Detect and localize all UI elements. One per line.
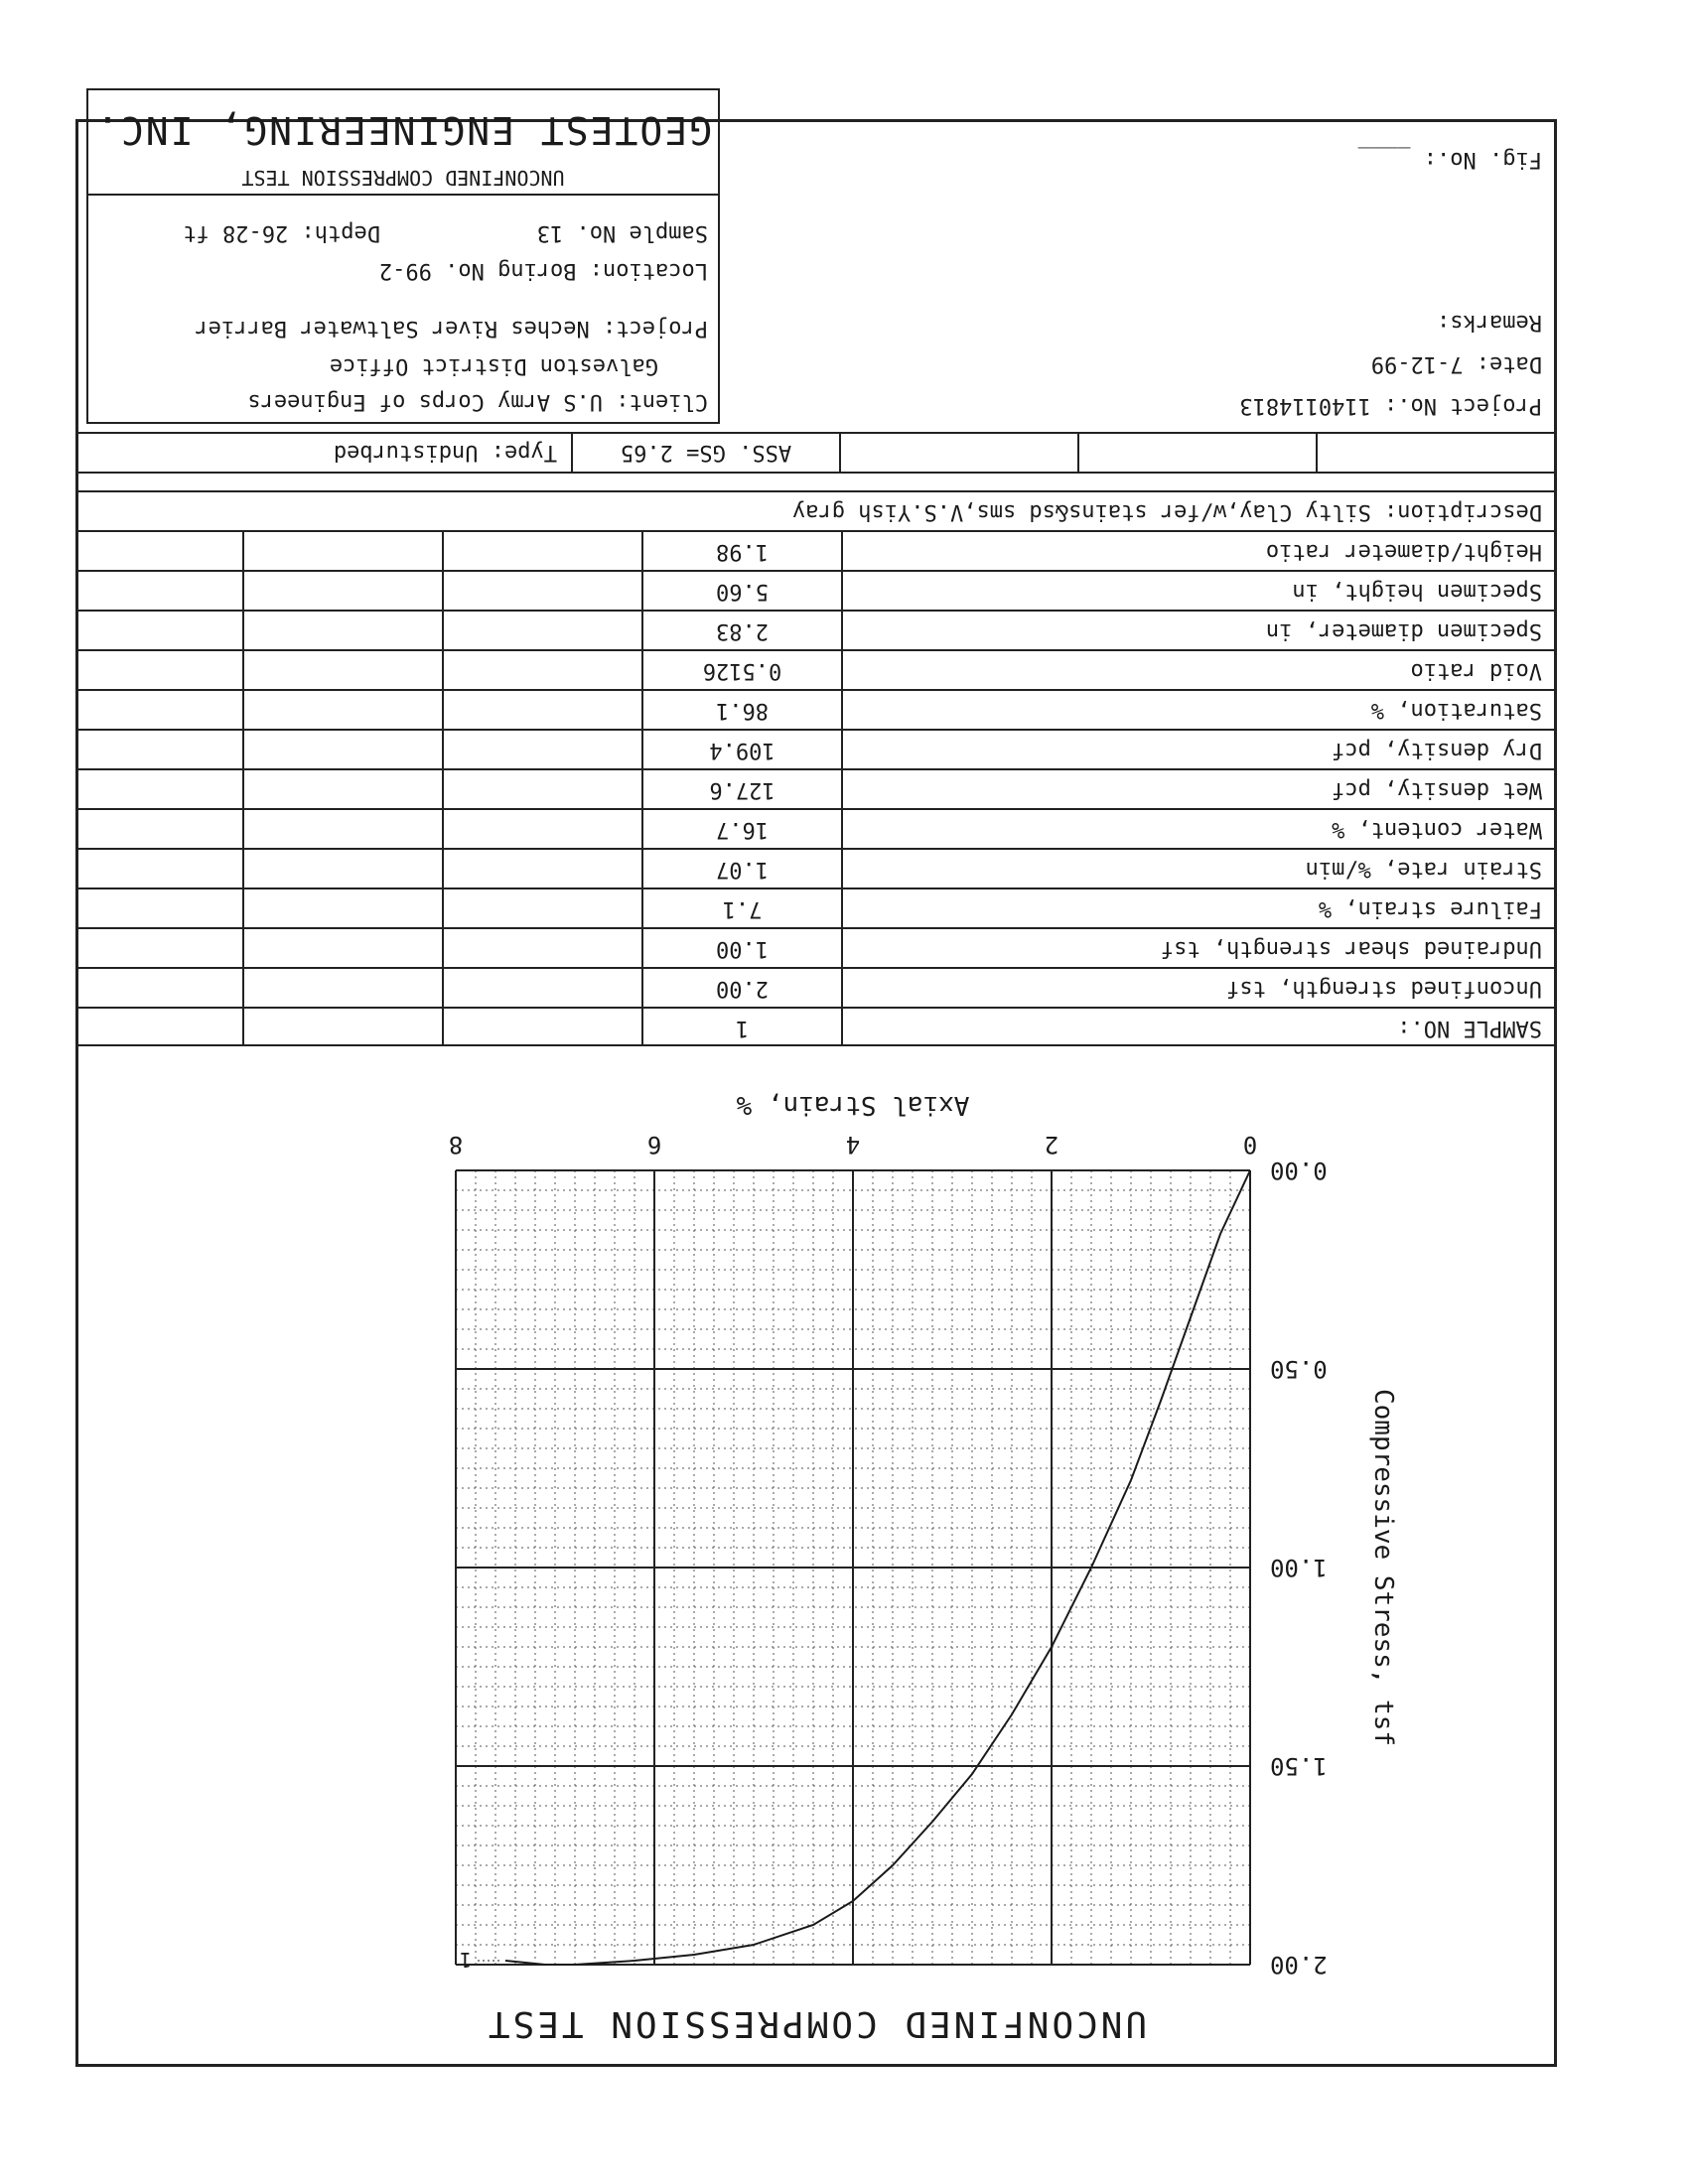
empty-cell	[442, 532, 641, 570]
x-tick-label: 2	[1044, 1131, 1059, 1159]
test-name: UNCONFINED COMPRESSION TEST	[241, 166, 565, 190]
row-label: Unconfined strength, tsf	[841, 969, 1554, 1007]
x-axis-label: Axial Strain, %	[736, 1090, 970, 1120]
empty-cell	[442, 651, 641, 689]
row-label: Strain rate, %/min	[841, 850, 1554, 887]
row-value: 2.00	[641, 969, 841, 1007]
location: Location: Boring No. 99-2	[378, 258, 708, 283]
y-tick-label: 0.50	[1270, 1355, 1328, 1383]
report-frame	[75, 108, 1557, 2067]
empty-cell	[242, 810, 442, 848]
empty-cell	[442, 929, 641, 967]
row-value: 5.60	[641, 572, 841, 610]
stress-strain-chart	[78, 1046, 1554, 2064]
empty-cell	[78, 850, 242, 887]
empty-cell	[78, 770, 242, 808]
table-row	[78, 530, 1554, 570]
project-number: Project No.: 1140114813	[1239, 393, 1542, 418]
empty-cell	[78, 691, 242, 729]
row-value: 1.98	[641, 532, 841, 570]
row-value: 0.5126	[641, 651, 841, 689]
chart-section	[78, 1044, 1554, 2064]
info-block	[78, 108, 1554, 474]
table-row-sample	[78, 1007, 1554, 1046]
empty-cell	[242, 612, 442, 649]
empty-cell	[242, 691, 442, 729]
table-row	[78, 808, 1554, 848]
row-label: Dry density, pcf	[841, 731, 1554, 768]
x-tick-label: 0	[1242, 1131, 1258, 1159]
empty-cell	[442, 770, 641, 808]
empty-cell	[242, 651, 442, 689]
empty-cell	[78, 1009, 242, 1046]
project-name: Project: Neches River Saltwater Barrier	[195, 316, 708, 341]
sample-depth: Depth: 26-28 ft	[183, 220, 380, 245]
row-value: 86.1	[641, 691, 841, 729]
specimen-type: Type: Undisturbed	[333, 440, 557, 465]
table-row	[78, 689, 1554, 729]
row-label: Failure strain, %	[841, 889, 1554, 927]
empty-cell	[242, 770, 442, 808]
table-row	[78, 729, 1554, 768]
y-tick-label: 1.00	[1270, 1554, 1328, 1581]
client-office: Galveston District Office	[329, 353, 658, 378]
empty-cell	[442, 1009, 641, 1046]
empty-cell	[242, 850, 442, 887]
row-value: 109.4	[641, 731, 841, 768]
description-text: Description: Silty Clay,w/fer stains&sd sms,V.S.Yish gray	[792, 499, 1542, 524]
row-value: 16.7	[641, 810, 841, 848]
x-tick-label: 8	[448, 1131, 464, 1159]
table-row	[78, 570, 1554, 610]
report-date: Date: 7-12-99	[1370, 351, 1542, 376]
client-line: Client: U.S Army Corps of Engineers	[247, 389, 708, 414]
empty-cell	[242, 731, 442, 768]
y-tick-label: 0.00	[1270, 1157, 1328, 1184]
empty-cell	[839, 432, 1077, 472]
empty-cell	[78, 612, 242, 649]
empty-cell	[442, 572, 641, 610]
table-row	[78, 848, 1554, 887]
empty-cell	[242, 969, 442, 1007]
remarks-label: Remarks:	[1437, 310, 1542, 335]
row-label: Void ratio	[841, 651, 1554, 689]
figure-number: Fig. No.: ____	[1357, 147, 1542, 172]
empty-cell	[78, 532, 242, 570]
empty-cell	[442, 889, 641, 927]
description-row	[78, 490, 1554, 530]
empty-cell	[442, 731, 641, 768]
row-label: Saturation, %	[841, 691, 1554, 729]
y-tick-label: 1.50	[1270, 1752, 1328, 1780]
empty-cell	[442, 691, 641, 729]
empty-cell	[442, 850, 641, 887]
empty-cell	[242, 889, 442, 927]
report-meta	[720, 80, 1554, 432]
row-label: Specimen height, in	[841, 572, 1554, 610]
empty-cell	[78, 651, 242, 689]
row-label: Undrained shear strength, tsf	[841, 929, 1554, 967]
empty-cell	[78, 810, 242, 848]
project-box	[86, 88, 720, 424]
row-value: 2.83	[641, 612, 841, 649]
empty-cell	[1316, 432, 1554, 472]
empty-cell	[78, 572, 242, 610]
ass-gs-value: ASS. GS= 2.65	[571, 432, 839, 472]
series-label: 1	[459, 1948, 472, 1972]
empty-cell	[242, 929, 442, 967]
table-row	[78, 768, 1554, 808]
row-label: Specimen diameter, in	[841, 612, 1554, 649]
table-row	[78, 610, 1554, 649]
empty-cell	[242, 532, 442, 570]
company-box	[88, 88, 718, 196]
row-value: 127.6	[641, 770, 841, 808]
table-row	[78, 649, 1554, 689]
empty-cell	[242, 1009, 442, 1046]
row-value: 1.00	[641, 929, 841, 967]
row-label: Height/diameter ratio	[841, 532, 1554, 570]
table-row	[78, 887, 1554, 927]
empty-cell	[242, 572, 442, 610]
sample-number-info: Sample No. 13	[536, 220, 708, 245]
x-tick-label: 4	[845, 1131, 861, 1159]
empty-cell	[442, 612, 641, 649]
row-label: Wet density, pcf	[841, 770, 1554, 808]
sample-number: 1	[641, 1009, 841, 1046]
table-row	[78, 927, 1554, 967]
chart-title: UNCONFINED COMPRESSION TEST	[485, 2003, 1148, 2044]
empty-cell	[78, 929, 242, 967]
x-tick-label: 6	[646, 1131, 662, 1159]
row-label: Water content, %	[841, 810, 1554, 848]
empty-cell	[1077, 432, 1316, 472]
y-tick-label: 2.00	[1270, 1951, 1328, 1979]
table-row	[78, 967, 1554, 1007]
y-axis-label: Compressive Stress, tsf	[1368, 1388, 1398, 1747]
empty-cell	[78, 889, 242, 927]
empty-cell	[78, 969, 242, 1007]
row-value: 1.07	[641, 850, 841, 887]
empty-cell	[78, 731, 242, 768]
ass-type-row	[78, 432, 1554, 472]
empty-cell	[442, 969, 641, 1007]
sample-label: SAMPLE NO.:	[841, 1009, 1554, 1046]
company-name: GEOTEST ENGINEERING, INC.	[94, 108, 712, 152]
empty-cell	[442, 810, 641, 848]
row-value: 7.1	[641, 889, 841, 927]
